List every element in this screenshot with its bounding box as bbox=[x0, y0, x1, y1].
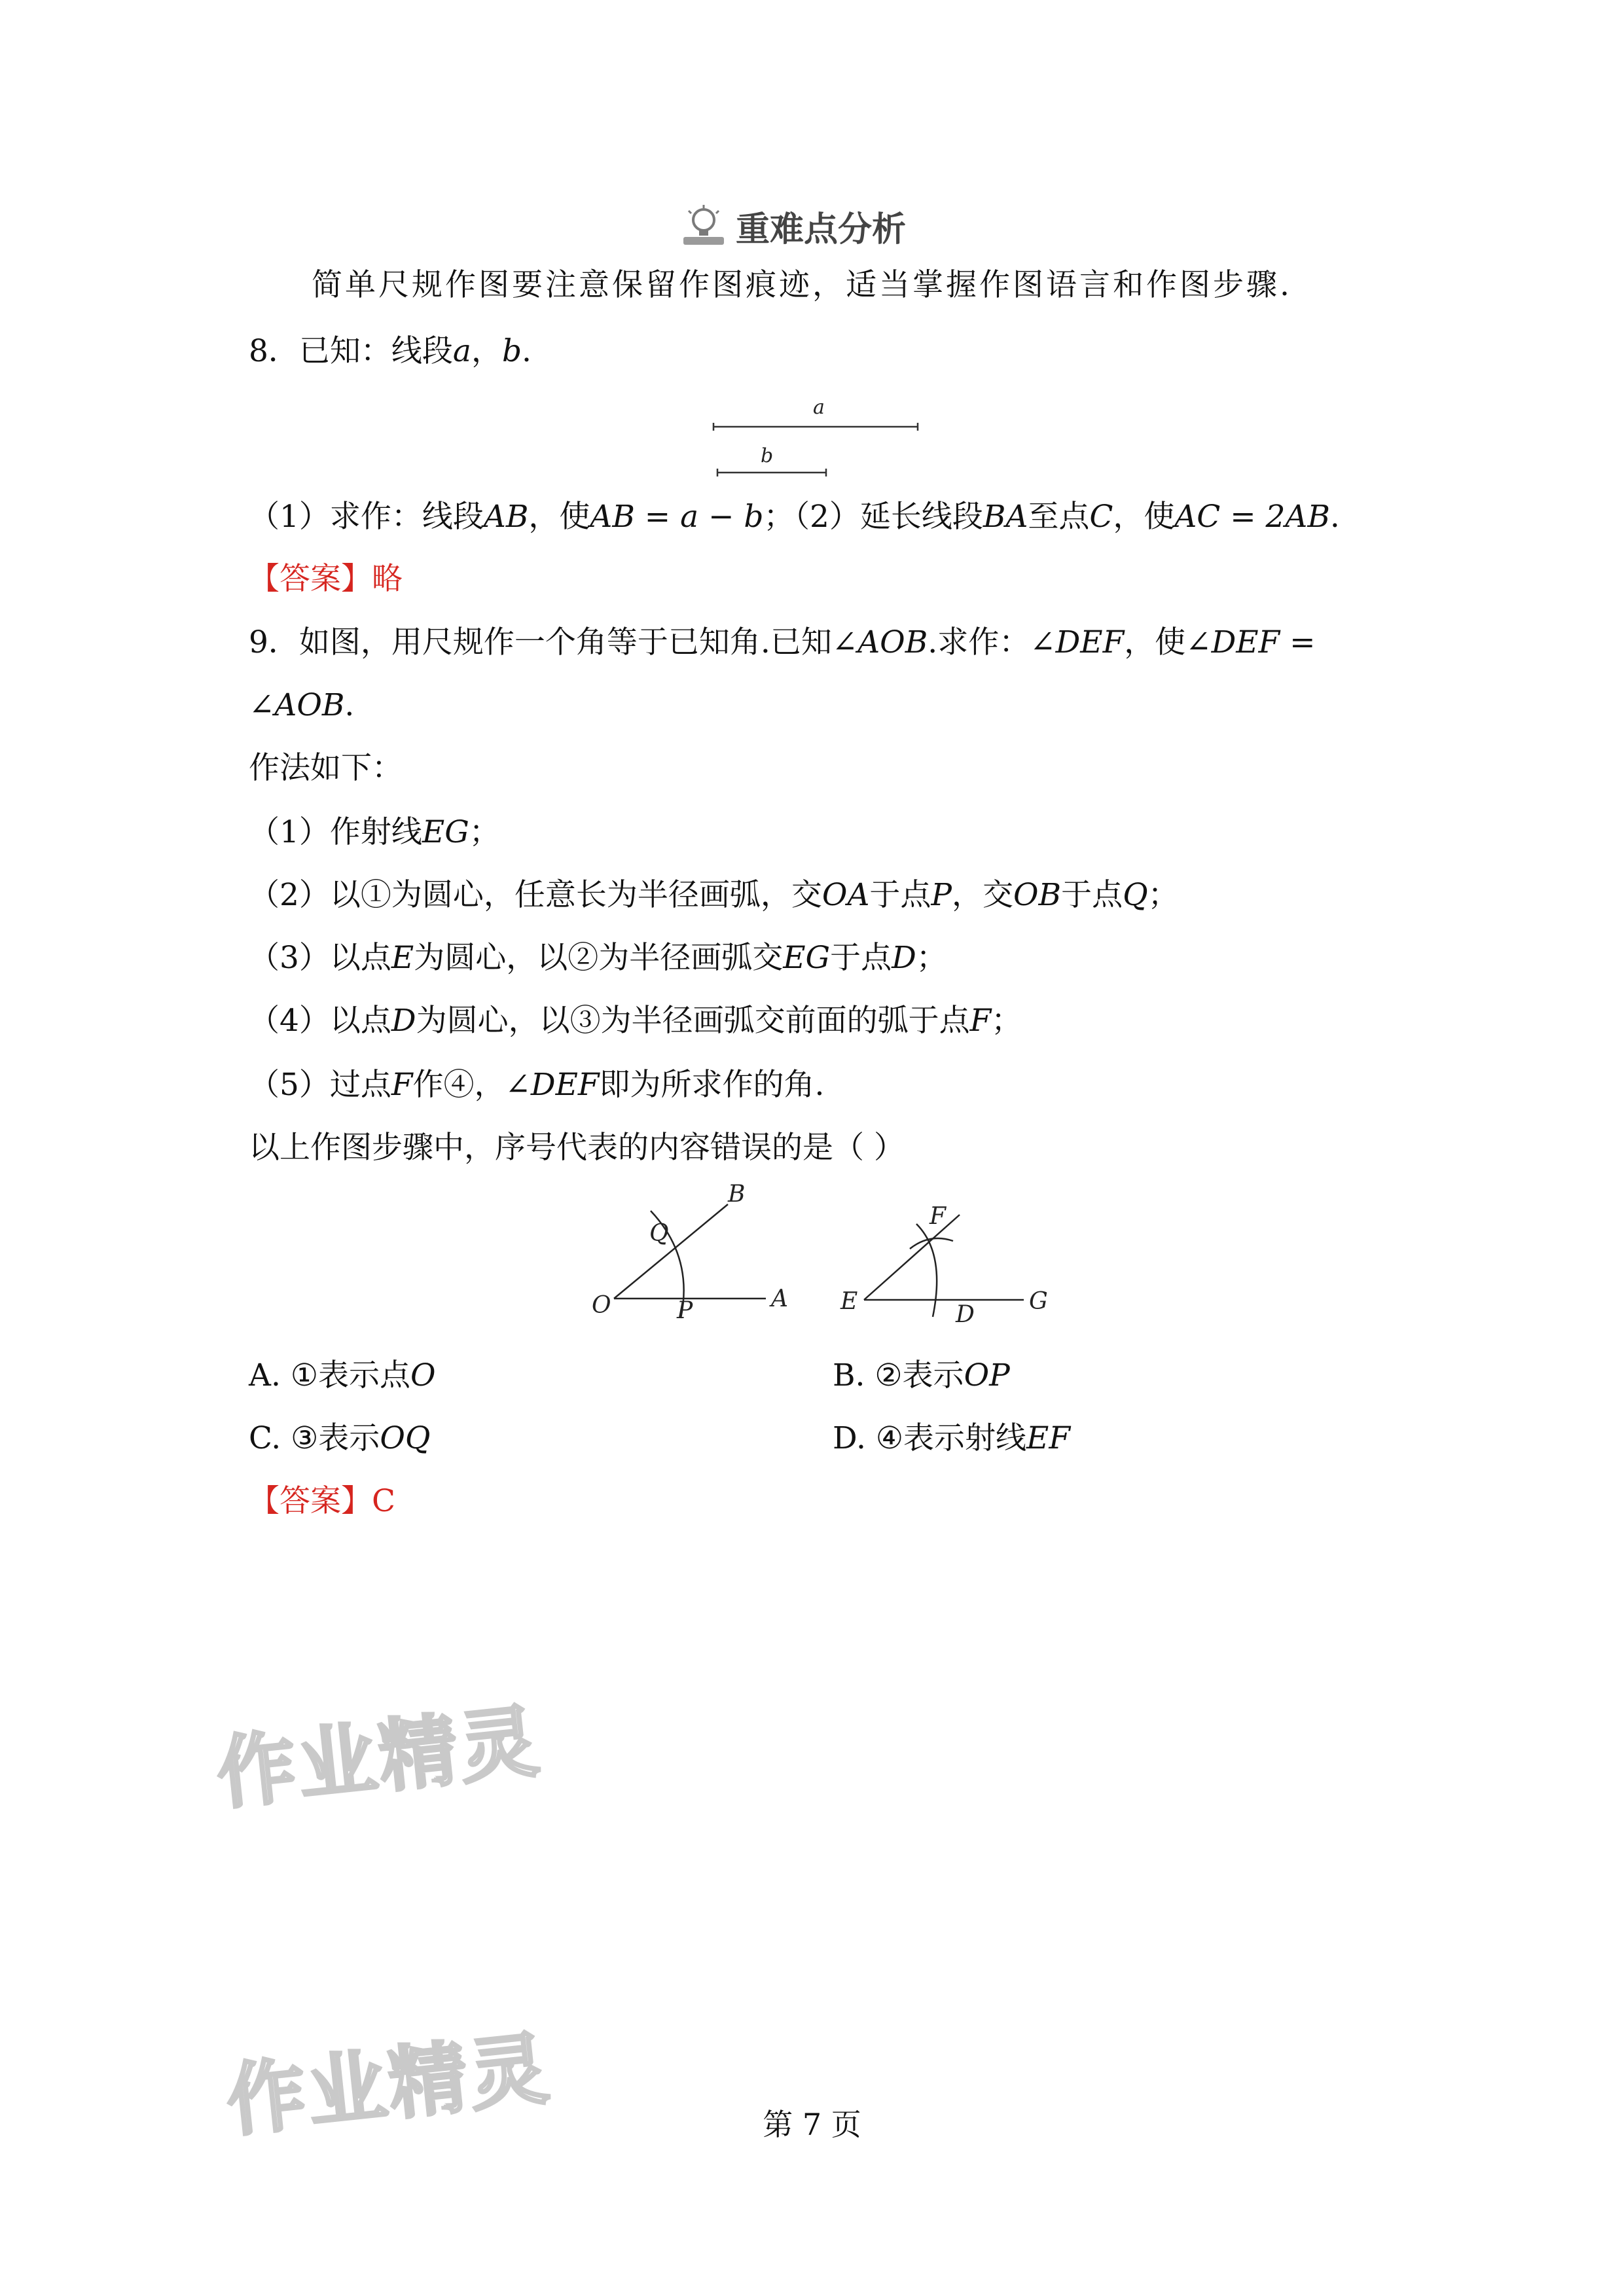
section-title: 重难点分析 bbox=[736, 209, 907, 249]
segment-b-label: b bbox=[761, 444, 774, 467]
option-d[interactable]: D. ④表示射线EF bbox=[833, 1420, 1070, 1456]
label-g: G bbox=[1029, 1288, 1048, 1315]
watermark-2: 作业精灵 bbox=[223, 2023, 556, 2148]
q8-stem: 8．已知：线段a，b. bbox=[249, 333, 532, 369]
q8-task: （1）求作：线段AB，使AB = a − b；（2）延长线段BA至点C，使AC = 2AB. bbox=[249, 499, 1340, 535]
option-a[interactable]: A. ①表示点O bbox=[249, 1357, 436, 1393]
watermark-1: 作业精灵 bbox=[213, 1696, 546, 1821]
q9-method: 作法如下： bbox=[249, 750, 403, 786]
page-number: 第 7 页 bbox=[763, 2107, 861, 2142]
q9-step-5: （5）过点F作④，∠DEF即为所求作的角. bbox=[249, 1067, 825, 1103]
segment-a-label: a bbox=[813, 396, 825, 419]
q9-step-3: （3）以点E为圆心，以②为半径画弧交EG于点D； bbox=[249, 940, 947, 976]
q8-answer: 【答案】略 bbox=[249, 561, 403, 597]
label-a: A bbox=[771, 1285, 788, 1312]
label-e: E bbox=[840, 1288, 858, 1315]
label-o: O bbox=[592, 1292, 611, 1319]
q9-stem-line2: ∠AOB. bbox=[249, 687, 355, 723]
label-q: Q bbox=[649, 1220, 669, 1247]
option-b[interactable]: B. ②表示OP bbox=[833, 1357, 1010, 1393]
label-b: B bbox=[728, 1181, 746, 1208]
q8-segments-figure bbox=[707, 393, 929, 484]
q9-stem-line1: 9．如图，用尺规作一个角等于已知角.已知∠AOB.求作：∠DEF，使∠DEF = bbox=[249, 624, 1316, 660]
section-intro: 简单尺规作图要注意保留作图痕迹，适当掌握作图语言和作图步骤. bbox=[312, 267, 1292, 303]
lightbulb-icon bbox=[681, 203, 727, 249]
option-c[interactable]: C. ③表示OQ bbox=[249, 1420, 431, 1456]
label-p: P bbox=[677, 1297, 693, 1324]
label-d: D bbox=[956, 1301, 975, 1328]
q9-figure-angle-def bbox=[831, 1198, 1067, 1329]
q9-step-2: （2）以①为圆心，任意长为半径画弧，交OA于点P，交OB于点Q； bbox=[249, 877, 1179, 913]
q9-step-4: （4）以点D为圆心，以③为半径画弧交前面的弧于点F； bbox=[249, 1003, 1022, 1039]
q9-step-1: （1）作射线EG； bbox=[249, 814, 500, 850]
section-header bbox=[681, 196, 906, 255]
q9-answer: 【答案】C bbox=[249, 1483, 395, 1519]
q9-figure-angle-aob bbox=[576, 1178, 812, 1329]
q9-question: 以上作图步骤中，序号代表的内容错误的是（ ） bbox=[249, 1130, 905, 1166]
label-f: F bbox=[929, 1203, 946, 1230]
